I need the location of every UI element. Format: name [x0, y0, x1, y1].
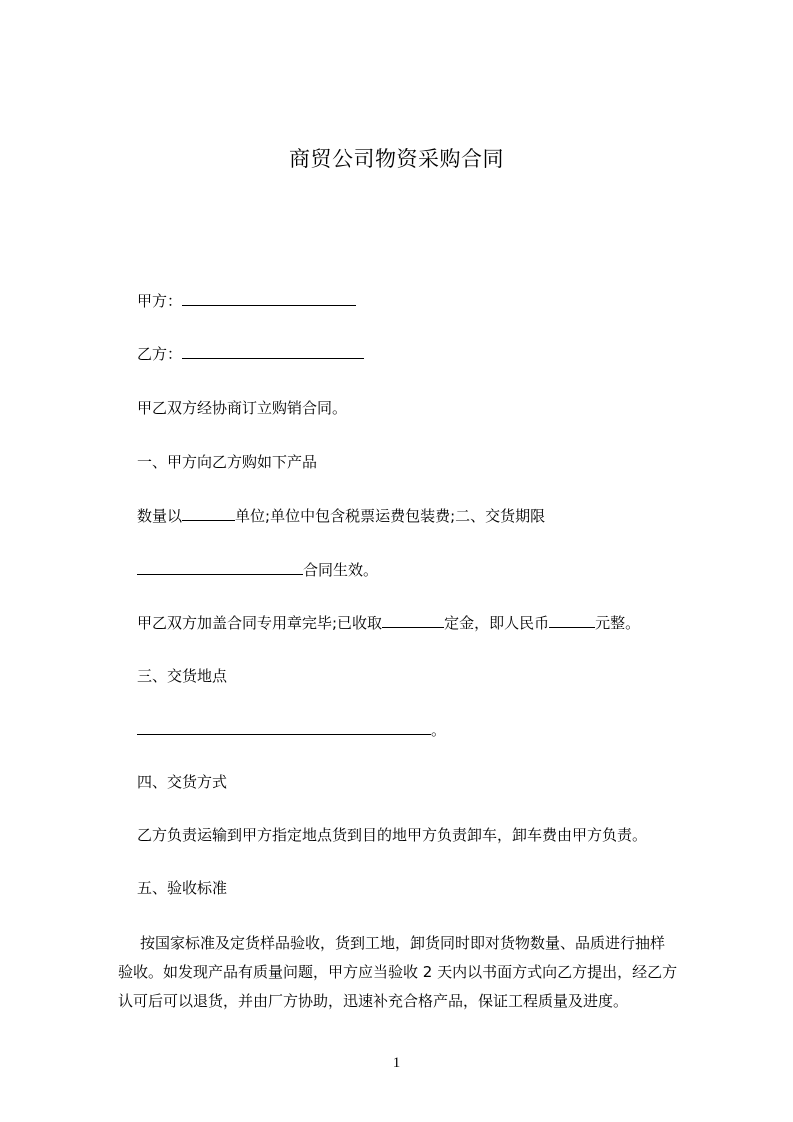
- seal-prefix: 甲乙双方加盖合同专用章完毕;已收取: [137, 614, 383, 632]
- seal-line: [137, 613, 640, 633]
- document-title: 商贸公司物资采购合同: [289, 147, 504, 171]
- rmb-amount-blank: [549, 613, 595, 628]
- party-a-line: [137, 291, 356, 311]
- seal-suffix: 元整。: [595, 614, 641, 632]
- seal-middle: 定金，即人民币: [444, 614, 550, 632]
- location-line: [137, 720, 446, 740]
- section3-heading: 三、交货地点: [137, 667, 228, 685]
- acceptance-paragraph: [118, 929, 678, 1016]
- deposit-blank: [382, 613, 444, 628]
- intro-line: 甲乙双方经协商订立购销合同。: [137, 399, 348, 417]
- quantity-line: [137, 506, 545, 526]
- party-b-label: 乙方：: [137, 345, 183, 363]
- party-a-blank: [182, 291, 356, 306]
- quantity-prefix: 数量以: [137, 507, 183, 525]
- party-b-blank: [182, 344, 364, 359]
- quantity-suffix: 单位;单位中包含税票运费包装费;二、交货期限: [235, 507, 546, 525]
- location-suffix: 。: [431, 721, 447, 739]
- section5-heading: 五、验收标准: [137, 879, 228, 897]
- section4-heading: 四、交货方式: [137, 773, 228, 791]
- page-number: 1: [392, 1055, 401, 1071]
- party-a-label: 甲方：: [137, 292, 183, 310]
- effective-blank: [137, 560, 303, 575]
- acceptance-text: 按国家标准及定货样品验收，货到工地，卸货同时即对货物数量、品质进行抽样验收。如发现产品有质量问题，甲方应当验收 2 天内以书面方式向乙方提出，经乙方认可后可以退货，并由厂方协助，迅速补充合格产品，保证工程质量及进度。: [118, 934, 678, 1010]
- delivery-text: 乙方负责运输到甲方指定地点货到目的地甲方负责卸车，卸车费由甲方负责。: [137, 826, 648, 844]
- party-b-line: [137, 344, 364, 364]
- quantity-blank: [182, 506, 235, 521]
- section1-heading: 一、甲方向乙方购如下产品: [137, 453, 318, 471]
- effective-suffix: 合同生效。: [303, 561, 379, 579]
- location-blank: [137, 720, 431, 735]
- effective-line: [137, 560, 378, 580]
